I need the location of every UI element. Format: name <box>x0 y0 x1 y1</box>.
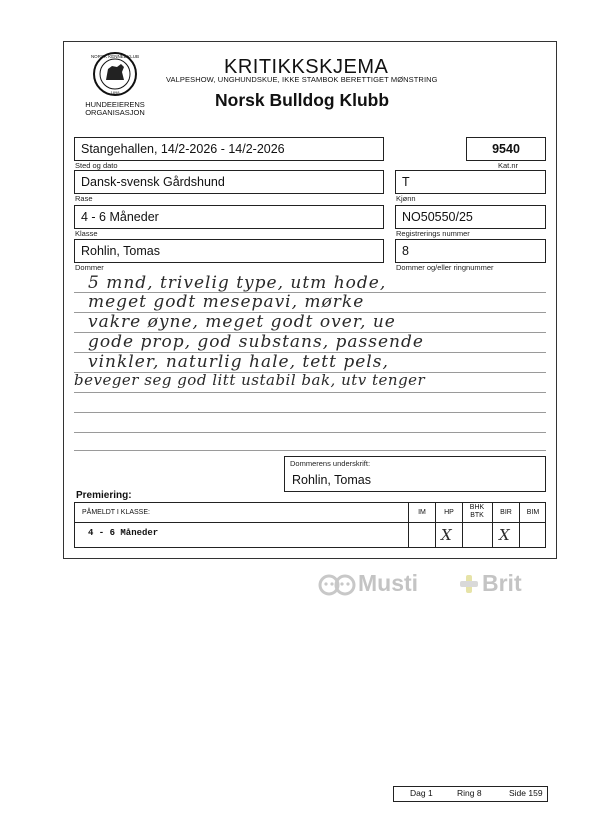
judge-field: Rohlin, Tomas <box>74 239 384 263</box>
critique-line-2: meget godt mesepavi, mørke <box>88 292 365 312</box>
class-field: 4 - 6 Måneder <box>74 205 384 229</box>
dag-label: Dag <box>410 788 426 798</box>
org-line2: ORGANISASJON <box>85 108 145 117</box>
org-line1: HUNDEEIERENS <box>85 100 145 109</box>
venue-date-field: Stangehallen, 14/2-2026 - 14/2-2026 <box>74 137 384 161</box>
breed-label: Rase <box>75 194 93 203</box>
nkk-logo <box>84 50 146 100</box>
side-value: 159 <box>528 788 543 798</box>
dag-value: 1 <box>427 788 433 798</box>
hp-mark: X <box>441 526 453 544</box>
reg-no-label: Registrerings nummer <box>396 229 470 238</box>
signature-value: Rohlin, Tomas <box>292 473 371 487</box>
judge-label: Dommer <box>75 263 104 272</box>
ruled-line <box>74 450 546 451</box>
premiering-table <box>74 502 546 548</box>
side-label: Side <box>509 788 527 798</box>
col-bhk-btk: BHK BTK <box>469 504 485 519</box>
critique-line-4: gode prop, god substans, passende <box>88 332 424 352</box>
nkk-logo-icon <box>84 50 146 100</box>
brit-logo <box>458 569 540 599</box>
ring-value: 8 <box>476 788 482 798</box>
musti-logo <box>318 569 436 599</box>
ruled-line <box>74 392 546 393</box>
musti-text: Musti <box>358 570 419 596</box>
breed-field: Dansk-svensk Gårdshund <box>74 170 384 194</box>
venue-date-label: Sted og dato <box>75 161 118 170</box>
critique-area <box>74 272 546 450</box>
reg-no-field: NO50550/25 <box>395 205 546 229</box>
ruled-line <box>74 432 546 433</box>
club-name: Norsk Bulldog Klubb <box>215 90 390 110</box>
col-bim: BIM <box>526 509 540 516</box>
svg-text:1898: 1898 <box>110 90 120 95</box>
kat-nr-field: 9540 <box>466 137 546 161</box>
judge-ring-label: Dommer og/eller ringnummer <box>396 263 494 272</box>
footer-dag <box>410 788 433 798</box>
critique-line-6: beveger seg god litt ustabil bak, utv tenger <box>74 371 426 389</box>
form-subtitle: VALPESHOW, UNGHUNDSKUE, IKKE STAMBOK BERETTIGET MØNSTRING <box>166 75 438 84</box>
critique-line-5: vinkler, naturlig hale, tett pels, <box>88 352 389 372</box>
form-title: KRITIKKSKJEMA <box>224 56 389 78</box>
kat-nr-label: Kat.nr <box>498 161 519 170</box>
brit-text: Brit <box>482 570 522 596</box>
bir-mark: X <box>499 526 511 544</box>
sex-label: Kjønn <box>396 194 416 203</box>
brit-plus-icon <box>458 573 480 595</box>
ruled-line <box>74 412 546 413</box>
footer-side <box>509 788 543 798</box>
critique-line-1: 5 mnd, trivelig type, utm hode, <box>88 273 387 293</box>
class-label: Klasse <box>75 229 98 238</box>
judge-ring-field: 8 <box>395 239 546 263</box>
svg-text:NORSK KENNEL KLUB: NORSK KENNEL KLUB <box>90 54 140 59</box>
footer-ring <box>457 788 482 798</box>
ring-label: Ring <box>457 788 475 798</box>
class-value: 4 - 6 Måneder <box>88 528 159 538</box>
signature-label: Dommerens underskrift: <box>290 459 371 468</box>
col-hp: HP <box>444 509 454 516</box>
premiering-heading: Premiering: <box>76 490 132 501</box>
sex-field: T <box>395 170 546 194</box>
col-bir: BIR <box>500 509 512 516</box>
class-header: PÅMELDT I KLASSE: <box>82 509 150 516</box>
critique-line-3: vakre øyne, meget godt over, ue <box>88 312 396 332</box>
musti-paw-icon <box>318 571 356 597</box>
org-name <box>78 101 152 117</box>
col-im: IM <box>418 509 426 516</box>
